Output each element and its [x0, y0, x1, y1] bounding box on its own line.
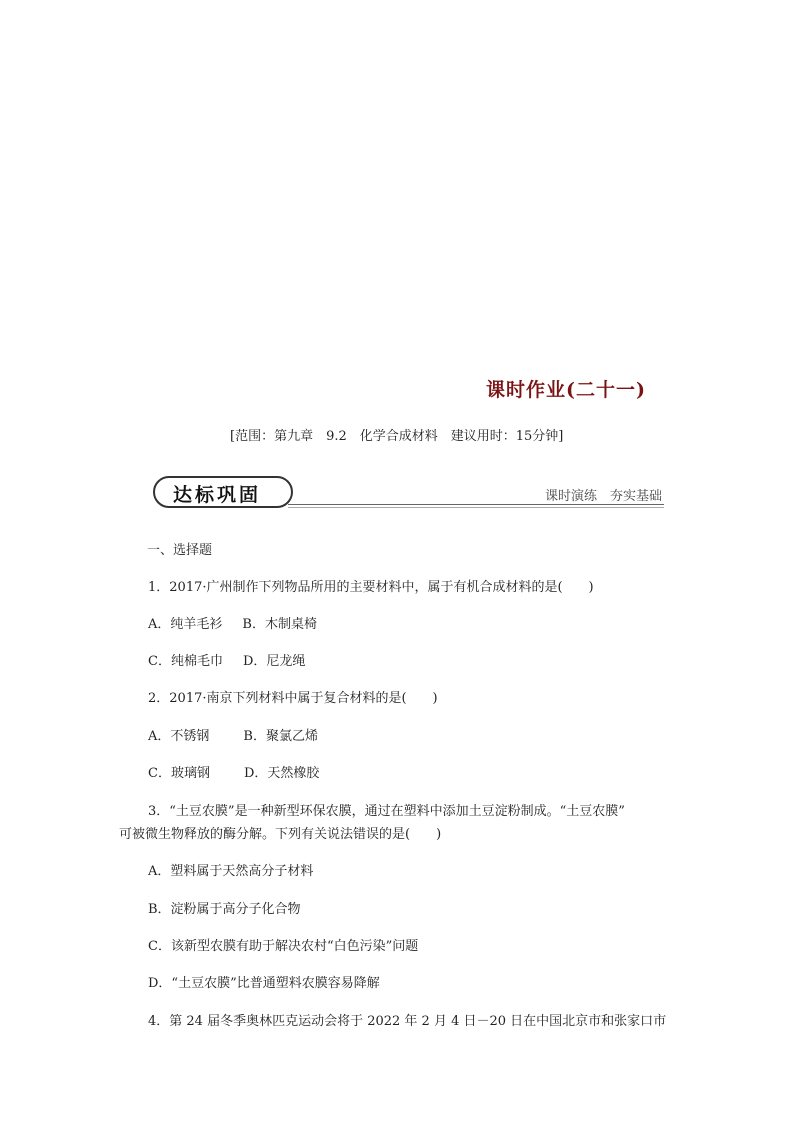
- question-1-options-cd: [148, 650, 305, 669]
- banner-label: 达标巩固: [173, 484, 262, 506]
- banner-slogan: 课时演练 夯实基础: [544, 489, 662, 504]
- question-1-options-ab: [148, 613, 317, 632]
- question-1-stem: 1．2017·广州制作下列物品所用的主要材料中，属于有机合成材料的是( ): [148, 580, 594, 595]
- page-title: 课时作业(二十一): [486, 379, 646, 401]
- question-2-stem: 2．2017·南京下列材料中属于复合材料的是( ): [148, 691, 438, 706]
- question-2-options-ab: [148, 725, 318, 744]
- question-2-option-d: D．天然橡胶: [243, 766, 320, 781]
- question-3-stem-line2: 可被微生物释放的酶分解。下列有关说法错误的是( ): [119, 827, 442, 842]
- question-2-option-c: C．玻璃钢: [148, 766, 210, 781]
- question-4-stem: 4．第 24 届冬季奥林匹克运动会将于 2022 年 2 月 4 日－20 日在中国北京市和张家口市: [148, 1014, 667, 1029]
- banner-rule-secondary: [288, 507, 664, 508]
- question-1-option-b: B．木制桌椅: [242, 617, 317, 632]
- question-3-stem-line1: 3．“土豆农膜”是一种新型环保农膜，通过在塑料中添加土豆淀粉制成。“土豆农膜”: [148, 804, 625, 819]
- question-2-options-cd: [148, 762, 319, 781]
- banner-rule: [288, 504, 664, 505]
- question-1-option-d: D．尼龙绳: [242, 654, 306, 669]
- banner-pill: [153, 476, 293, 508]
- question-1-option-a: A．纯羊毛衫: [148, 617, 223, 632]
- question-2-option-a: A．不锈钢: [148, 729, 210, 744]
- question-3-option-a: A．塑料属于天然高分子材料: [148, 864, 314, 879]
- question-3-option-c: C．该新型农膜有助于解决农村“白色污染”问题: [148, 939, 419, 954]
- question-2-option-b: B．聚氯乙烯: [243, 729, 318, 744]
- section-banner: [148, 474, 664, 510]
- scope-line: [范围：第九章 9.2 化学合成材料 建议用时：15分钟]: [230, 429, 564, 444]
- question-3-option-b: B．淀粉属于高分子化合物: [148, 902, 301, 917]
- section-heading: 一、选择题: [147, 543, 213, 558]
- question-1-option-c: C．纯棉毛巾: [148, 654, 223, 669]
- question-3-option-d: D．“土豆农膜”比普通塑料农膜容易降解: [148, 976, 380, 991]
